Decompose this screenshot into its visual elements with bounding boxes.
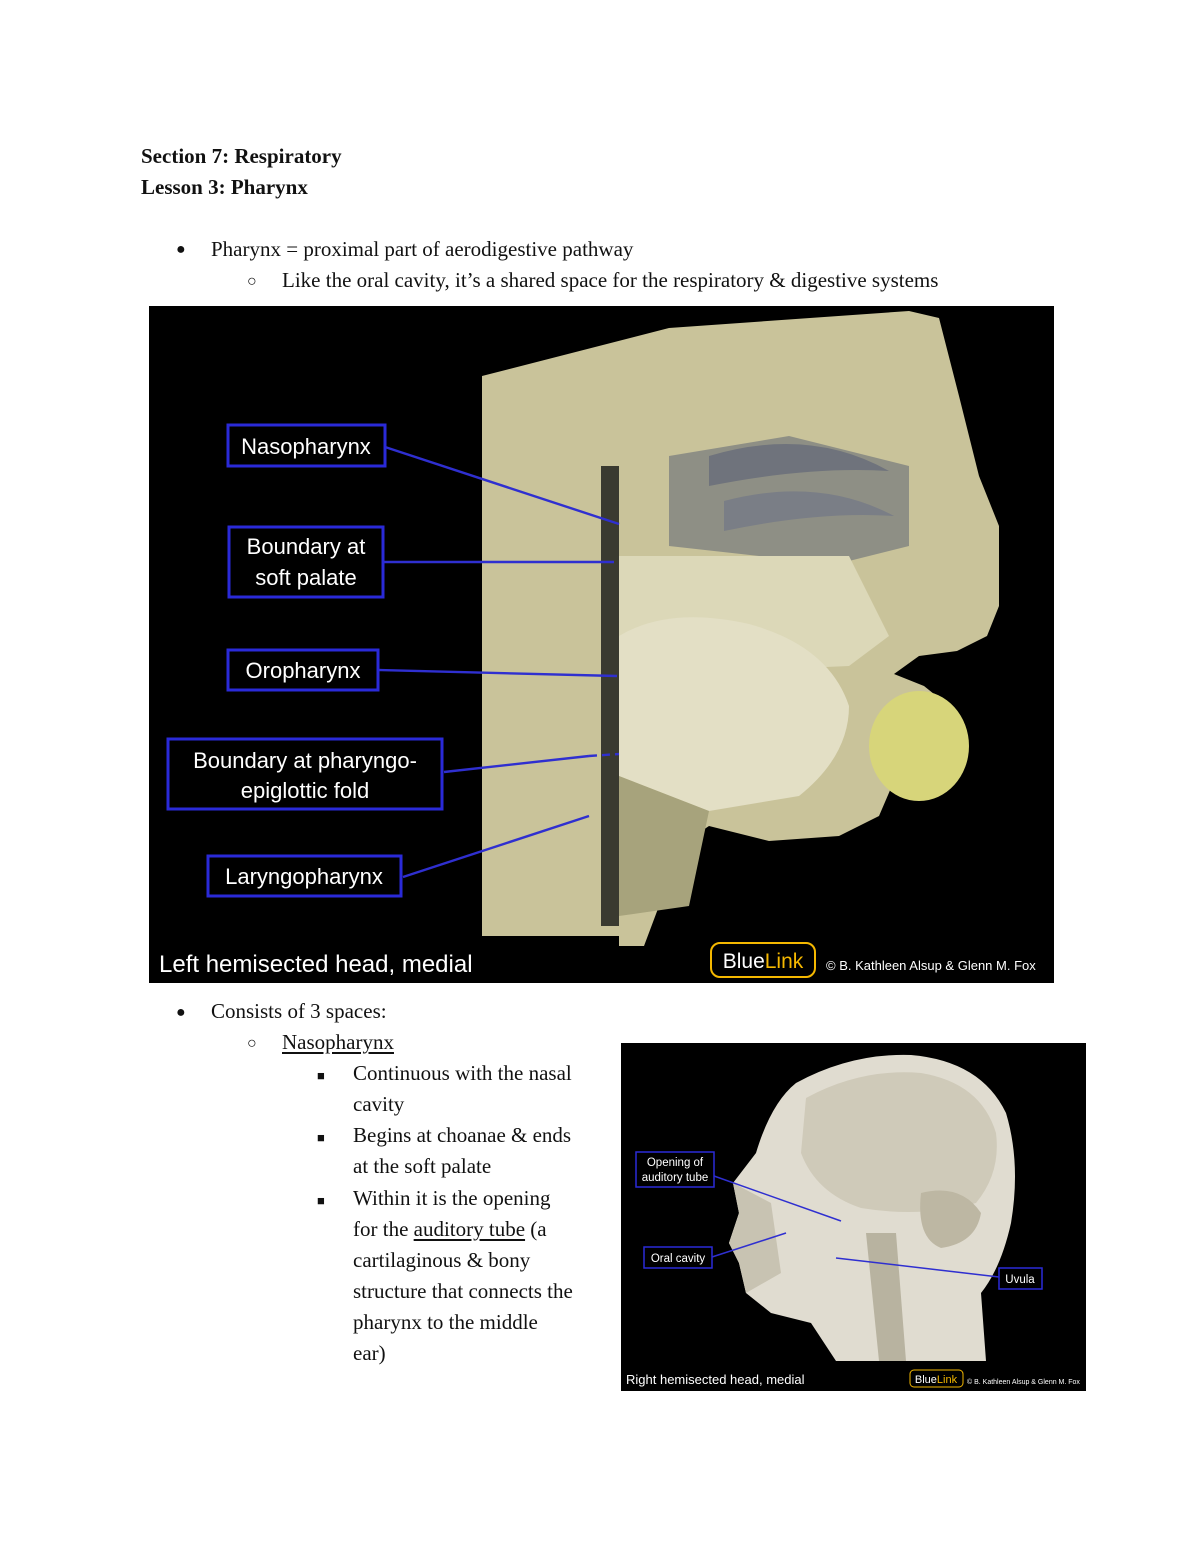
square-bullet: ■	[317, 1130, 325, 1145]
nasopharynx-item3-line1: Within it is the opening	[353, 1186, 551, 1210]
hollow-bullet: ○	[247, 1035, 257, 1052]
bluelink-logo-text: BlueLink	[722, 950, 804, 973]
figure2-credit: © B. Kathleen Alsup & Glenn M. Fox	[967, 1379, 1080, 1386]
brain-region	[801, 1072, 997, 1212]
figure2-illustration	[621, 1043, 1086, 1391]
filled-bullet: ●	[176, 1004, 186, 1021]
nasopharynx-item1-line1: Continuous with the nasal	[353, 1061, 572, 1085]
figure2-caption: Right hemisected head, medial	[626, 1372, 805, 1387]
oropharynx-label: Oropharynx	[245, 658, 361, 683]
hollow-bullet: ○	[247, 273, 257, 290]
nasopharynx-item1-line2: cavity	[353, 1092, 405, 1116]
oral-cavity-label: Oral cavity	[650, 1253, 706, 1265]
spaces-point: Consists of 3 spaces:	[211, 999, 387, 1023]
nasopharynx-item3-line6: ear)	[353, 1341, 386, 1365]
nasopharynx-item3-line2: for the auditory tube (a	[353, 1217, 547, 1241]
filled-bullet: ●	[176, 241, 186, 258]
auditory-tube-label-line2: auditory tube	[641, 1172, 709, 1184]
nasopharynx-label: Nasopharynx	[241, 434, 371, 459]
section-heading: Section 7: Respiratory	[141, 144, 342, 168]
auditory-tube-label-line1: Opening of	[646, 1157, 704, 1169]
soft-palate-label-line1: Boundary at	[246, 534, 366, 559]
figure1-caption: Left hemisected head, medial	[159, 951, 473, 978]
uvula-label: Uvula	[1005, 1274, 1035, 1286]
nasopharynx-heading: Nasopharynx	[282, 1030, 394, 1054]
intro-subpoint: Like the oral cavity, it’s a shared space for the respiratory & digestive systems	[282, 268, 939, 292]
epiglottic-label-line1: Boundary at pharyngo-	[193, 748, 417, 773]
figure-right-hemisected-head	[621, 1043, 1086, 1391]
figure1-credit: © B. Kathleen Alsup & Glenn M. Fox	[826, 958, 1036, 973]
figure1-illustration	[149, 306, 1054, 983]
nasopharynx-item3-line4: structure that connects the	[353, 1279, 573, 1303]
nasopharynx-item3-line5: pharynx to the middle	[353, 1310, 538, 1334]
pharynx-airway	[601, 466, 619, 926]
figure-left-hemisected-head	[149, 306, 1054, 983]
square-bullet: ■	[317, 1068, 325, 1083]
square-bullet: ■	[317, 1193, 325, 1208]
nasopharynx-item2-line2: at the soft palate	[353, 1154, 492, 1178]
chin-region	[869, 691, 969, 801]
intro-point: Pharynx = proximal part of aerodigestive pathway	[211, 237, 634, 261]
nasopharynx-item2-line1: Begins at choanae & ends	[353, 1123, 572, 1147]
nasopharynx-item3-line3: cartilaginous & bony	[353, 1248, 531, 1272]
laryngopharynx-label: Laryngopharynx	[225, 864, 383, 889]
lesson-heading: Lesson 3: Pharynx	[141, 175, 308, 199]
soft-palate-label-line2: soft palate	[255, 565, 357, 590]
auditory-tube-term: auditory tube	[413, 1217, 526, 1241]
epiglottic-label-line2: epiglottic fold	[240, 778, 370, 803]
bluelink-logo-text: BlueLink	[914, 1374, 958, 1386]
